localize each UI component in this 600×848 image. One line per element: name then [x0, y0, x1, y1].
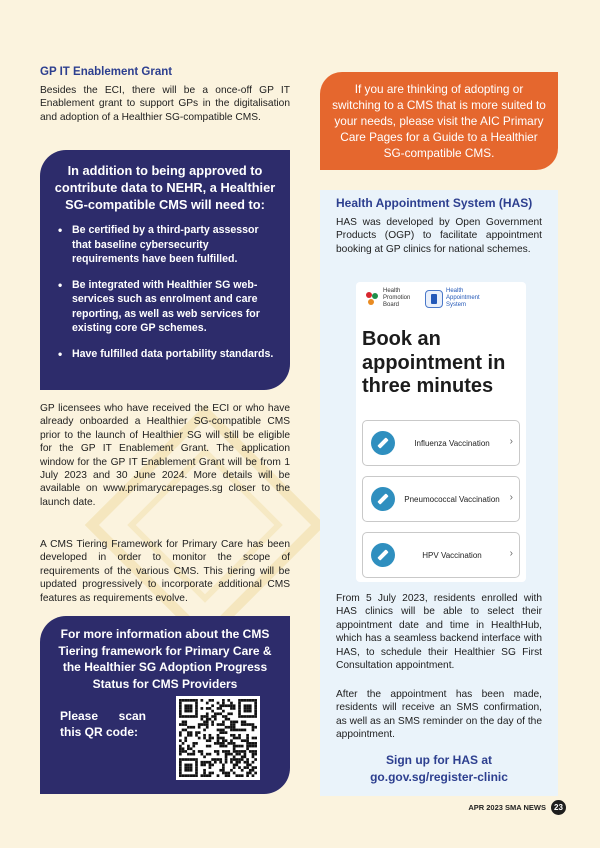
- qr-code[interactable]: [176, 696, 260, 780]
- tiering-paragraph: A CMS Tiering Framework for Primary Care has been developed in order to monitor the scope of requirements of the various CMS. This tiering will be updated progressively to incorporate additional CMS features as requirements evolve.: [40, 539, 290, 604]
- syringe-icon: [371, 543, 395, 567]
- requirement-item: • Be certified by a third-party assessor that baseline cybersecurity requirements have been fulfilled.: [58, 223, 278, 267]
- hpb-logo-icon: [364, 290, 380, 308]
- vaccination-label: Influenza Vaccination: [414, 438, 490, 448]
- gp-grant-paragraph: Besides the ECI, there will be a once-off GP IT Enablement grant to support GPs in the digitalisation and adoption of a Healthier SG-compatible CMS.: [40, 85, 290, 123]
- requirements-box: [40, 150, 290, 390]
- scan-instruction: Please scan this QR code:: [60, 709, 146, 739]
- vaccination-label: Pneumococcal Vaccination: [404, 494, 500, 504]
- has-intro: HAS was developed by Open Government Products (OGP) to facilitate appointment booking at GP clinics for national schemes.: [336, 217, 542, 255]
- publication-name: SMA NEWS: [505, 803, 546, 812]
- has-title: Health Appointment System (HAS): [336, 196, 533, 210]
- more-info-box: [40, 616, 290, 794]
- requirements-list: [52, 223, 278, 361]
- app-headline: Book an appointment in three minutes: [362, 328, 506, 397]
- vaccination-option-pneumococcal[interactable]: [362, 476, 520, 522]
- app-logos: [364, 288, 486, 309]
- has-logo-icon: [425, 290, 443, 308]
- chevron-right-icon: ›: [509, 548, 513, 559]
- hpb-logo-text: Health Promotion Board: [383, 288, 411, 308]
- vaccination-label: HPV Vaccination: [422, 550, 482, 560]
- page-number: 23: [551, 800, 566, 815]
- requirement-item: • Have fulfilled data portability standards.: [58, 347, 278, 362]
- chevron-right-icon: ›: [509, 436, 513, 447]
- has-signup: [320, 752, 558, 786]
- more-info-title: For more information about the CMS Tiering framework for Primary Care & the Healthier SG Adoption Progress Status for CMS Providers: [58, 627, 272, 691]
- issue-date: APR 2023: [468, 803, 503, 812]
- vaccination-option-hpv[interactable]: [362, 532, 520, 578]
- page-footer: [468, 800, 566, 815]
- requirement-item: • Be integrated with Healthier SG web-services such as enrolment and care reporting, as well as web services for existing core GP schemes.: [58, 278, 278, 336]
- qr-code-graphic: [179, 699, 257, 777]
- cms-guide-text: If you are thinking of adopting or switching to a CMS that is more suited to your needs, please visit the AIC Primary Care Pages for a Guide to a Healthier SG-compatible CMS.: [332, 82, 546, 160]
- has-sms-paragraph: After the appointment has been made, residents will receive an SMS confirmation, as well as an SMS reminder on the day of the appointment.: [336, 689, 542, 741]
- has-section: [320, 190, 558, 796]
- has-july-paragraph: From 5 July 2023, residents enrolled with HAS clinics will be able to select their appointment date and time in HealthHub, which has a seamless backend interface with HAS, to schedule their Healthier SG First Consultation appointment.: [336, 593, 542, 672]
- app-screenshot: [356, 282, 526, 582]
- has-logo-text: Health Appointment System: [446, 288, 480, 308]
- eligibility-paragraph: GP licensees who have received the ECI or who have already onboarded a Healthier SG-compatible CMS prior to the launch of Healthier SG will still be eligible for the GP IT Enablement Grant. The application window for the GP IT Enablement Grant will be from 1 July 2023 and 30 June 2024. More details will be available on www.primarycarepages.sg closer to the launch date.: [40, 403, 290, 508]
- vaccination-option-influenza[interactable]: [362, 420, 520, 466]
- has-signup-line: Sign up for HAS at: [386, 753, 492, 767]
- has-signup-link[interactable]: go.gov.sg/register-clinic: [370, 770, 508, 784]
- syringe-icon: [371, 487, 395, 511]
- chevron-right-icon: ›: [509, 492, 513, 503]
- requirements-title: In addition to being approved to contribute data to NEHR, a Healthier SG-compatible CMS will need to:: [54, 163, 276, 212]
- syringe-icon: [371, 431, 395, 455]
- cms-guide-callout: [320, 72, 558, 170]
- gp-grant-heading: GP IT Enablement Grant: [40, 66, 173, 78]
